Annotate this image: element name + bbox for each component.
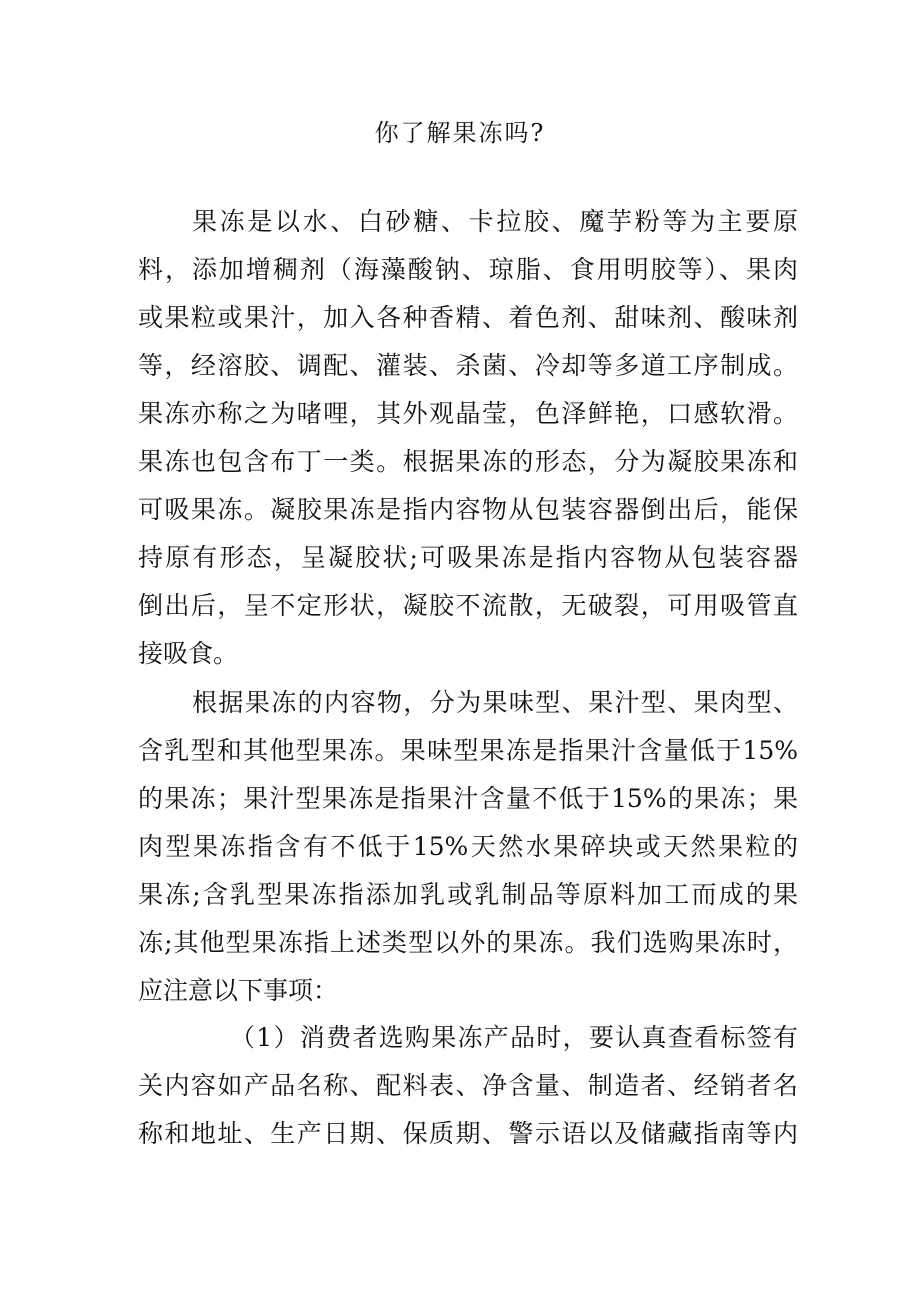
text-line: 果冻是以水、白砂糖、卡拉胶、魔芋粉等为主要原 (192, 207, 798, 236)
text-line: 料，添加增稠剂（海藻酸钠、琼脂、食用明胶等）、果肉 (138, 255, 798, 284)
text-line: 接吸食。 (138, 639, 239, 668)
paragraph-2 (138, 679, 798, 1015)
text-line: 果冻也包含布丁一类。根据果冻的形态，分为凝胶果冻和 (138, 447, 798, 476)
paragraph-1 (138, 198, 798, 678)
text-line: 根据果冻的内容物，分为果味型、果汁型、果肉型、 (192, 688, 798, 717)
text-line: 肉型果冻指含有不低于15%天然水果碎块或天然果粒的 (138, 832, 798, 861)
text-line: 可吸果冻。凝胶果冻是指内容物从包装容器倒出后，能保 (138, 495, 798, 524)
text-line: 或果粒或果汁，加入各种香精、着色剂、甜味剂、酸味剂 (138, 303, 798, 332)
text-line: 倒出后，呈不定形状，凝胶不流散，无破裂，可用吸管直 (138, 591, 798, 620)
text-line: 持原有形态，呈凝胶状;可吸果冻是指内容物从包装容器 (138, 543, 798, 572)
text-line: 冻;其他型果冻指上述类型以外的果冻。我们选购果冻时， (138, 928, 798, 957)
text-line: 等，经溶胶、调配、灌装、杀菌、冷却等多道工序制成。 (138, 351, 798, 380)
text-line: 应注意以下事项： (138, 976, 339, 1005)
text-line: 称和地址、生产日期、保质期、警示语以及储藏指南等内 (138, 1119, 798, 1148)
text-line: 的果冻；果汁型果冻是指果汁含量不低于15%的果冻；果 (138, 784, 798, 813)
text-line: （1）消费者选购果冻产品时，要认真查看标签有 (230, 1023, 798, 1052)
text-line: 关内容如产品名称、配料表、净含量、制造者、经销者名 (138, 1071, 798, 1100)
paragraph-3 (138, 1014, 798, 1158)
text-line: 含乳型和其他型果冻。果味型果冻是指果汁含量低于15% (138, 736, 798, 765)
document-title: 你了解果冻吗? (374, 119, 546, 147)
text-line: 果冻;含乳型果冻指添加乳或乳制品等原料加工而成的果 (138, 880, 798, 909)
text-line: 果冻亦称之为啫哩，其外观晶莹，色泽鲜艳，口感软滑。 (138, 399, 798, 428)
